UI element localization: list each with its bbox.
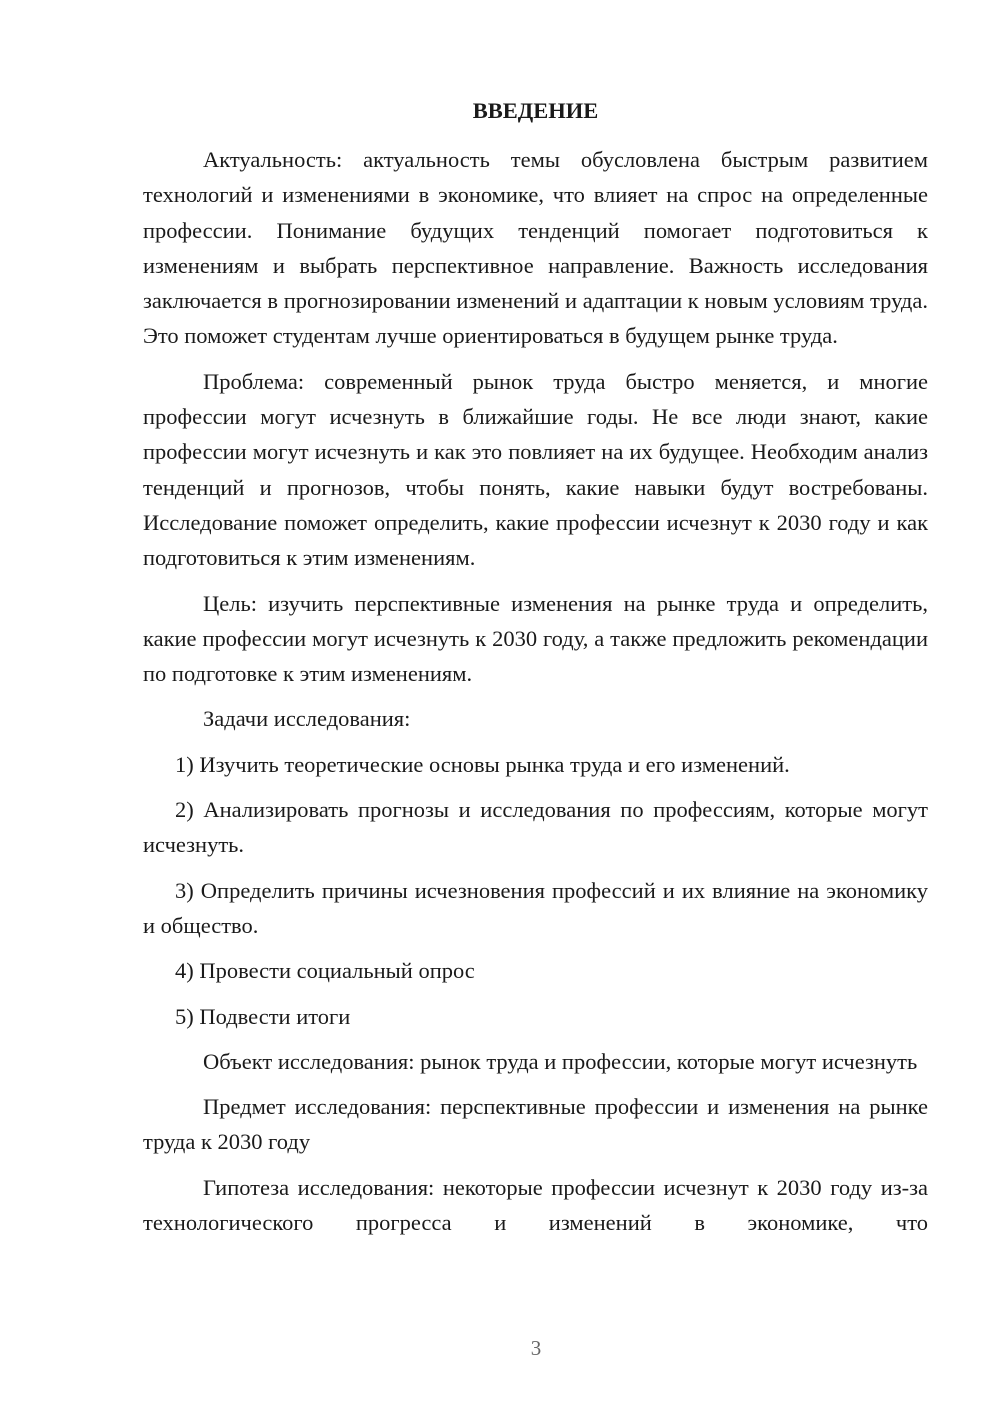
page-number: 3 [530,1336,542,1360]
task-item-5: 5) Подвести итоги [175,1003,351,1029]
page-content [143,95,928,1250]
task-item-2: 2) Анализировать прогнозы и исследования по профессиям, которые могут исчезнуть. [143,797,928,858]
task-item-3: 3) Определить причины исчезновения профессий и их влияние на экономику и общество. [143,877,928,938]
problem-paragraph: Проблема: современный рынок труда быстро меняется, и многие профессии могут исчезнуть в ближайшие годы. Не все люди знают, какие профессии могут исчезнуть и как это повлияет на их будущее. Необходим анализ тенденций и прогнозов, чтобы понять, какие навыки будут востребованы. Исследование поможет определить, какие профессии исчезнут к 2030 году и как подготовиться к этим изменениям. [143,368,928,571]
subject-paragraph: Предмет исследования: перспективные профессии и изменения на рынке труда к 2030 году [143,1094,928,1155]
task-item-4: 4) Провести социальный опрос [175,958,475,984]
object-paragraph: Объект исследования: рынок труда и профессии, которые могут исчезнуть [203,1048,918,1074]
goal-paragraph: Цель: изучить перспективные изменения на рынке труда и определить, какие профессии могут исчезнуть к 2030 году, а также предложить рекомендации по подготовке к этим изменениям. [143,590,928,687]
task-item-1: 1) Изучить теоретические основы рынка труда и его изменений. [175,751,790,777]
hypothesis-paragraph: Гипотеза исследования: некоторые профессии исчезнут к 2030 году из-за технологического прогресса и изменений в экономике, что [143,1174,928,1236]
page-title: ВВЕДЕНИЕ [472,98,599,123]
relevance-paragraph: Актуальность: актуальность темы обусловлена быстрым развитием технологий и изменениями в экономике, что влияет на спрос на определенные профессии. Понимание будущих тенденций помогает подготовиться к изменениям и выбрать перспективное направление. Важность исследования заключается в прогнозировании изменений и адаптации к новым условиям труда. Это поможет студентам лучше ориентироваться в будущем рынке труда. [143,147,928,349]
tasks-heading: Задачи исследования: [203,706,411,732]
